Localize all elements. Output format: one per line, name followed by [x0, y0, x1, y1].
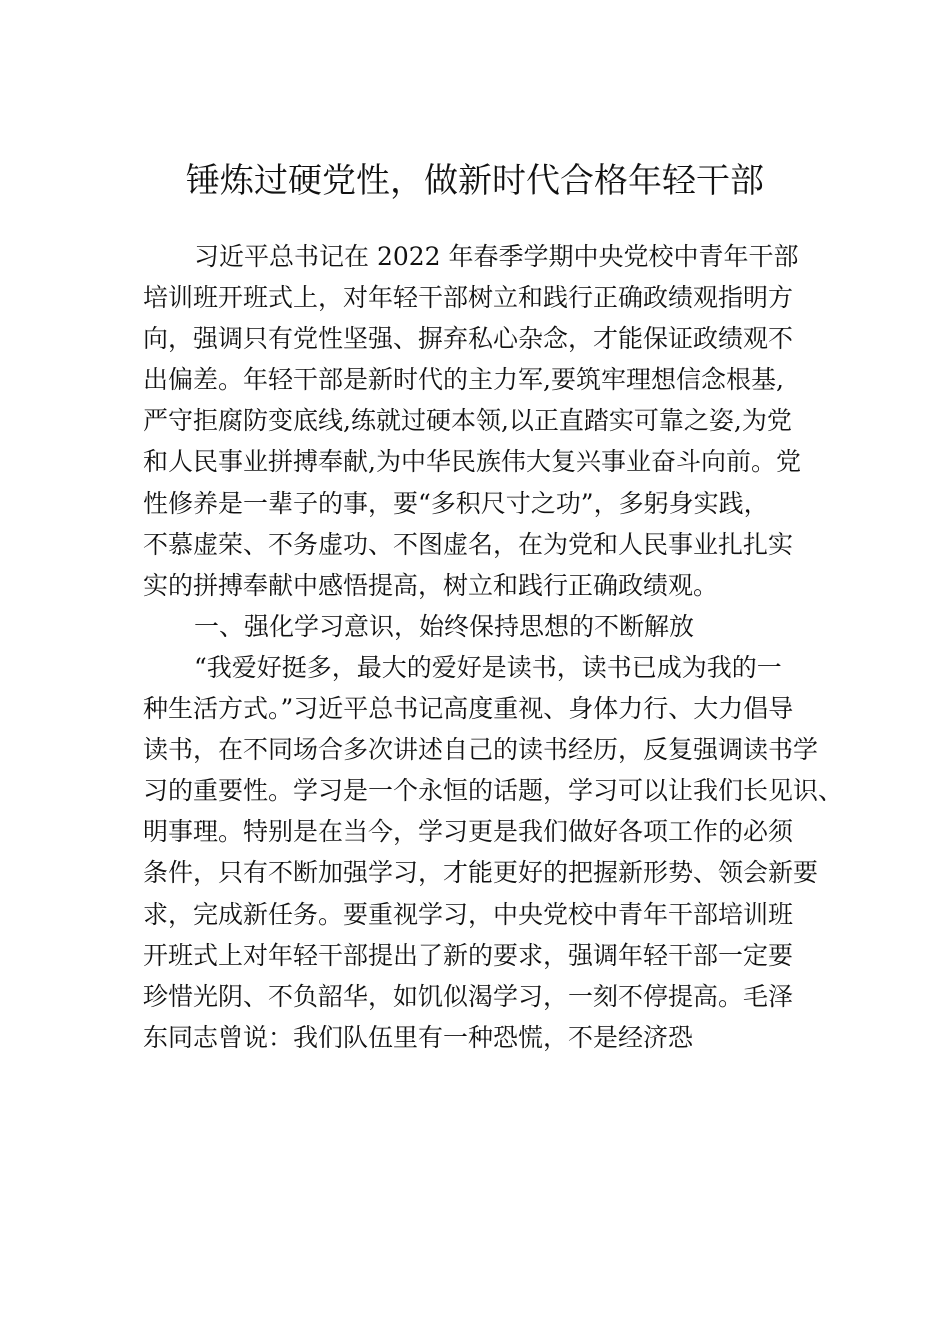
article-body — [143, 236, 843, 1058]
text-line: 性修养是一辈子的事，要“多积尺寸之功”，多躬身实践， — [143, 488, 769, 518]
text-line: 开班式上对年轻干部提出了新的要求，强调年轻干部一定要 — [143, 940, 794, 970]
text-line: “我爱好挺多，最大的爱好是读书，读书已成为我的一 — [194, 652, 782, 682]
text-line: 珍惜光阴、不负韶华，如饥似渴学习，一刻不停提高。毛泽 — [143, 981, 794, 1011]
text-line: 东同志曾说：我们队伍里有一种恐慌，不是经济恐 — [143, 1022, 694, 1052]
page-title: 锤炼过硬党性，做新时代合格年轻干部 — [186, 161, 764, 201]
text-line: 严守拒腐防变底线,练就过硬本领,以正直踏实可靠之姿,为党 — [143, 406, 792, 436]
text-line: 培训班开班式上，对年轻干部树立和践行正确政绩观指明方 — [143, 283, 794, 313]
text-line: 实的拼搏奉献中感悟提高，树立和践行正确政绩观。 — [143, 570, 719, 600]
text-line: 向，强调只有党性坚强、摒弃私心杂念，才能保证政绩观不 — [143, 324, 794, 354]
text-line: 条件，只有不断加强学习，才能更好的把握新形势、领会新要 — [143, 858, 819, 888]
text-line: 明事理。特别是在当今，学习更是我们做好各项工作的必须 — [143, 817, 794, 847]
text-line: 习近平总书记在 2022 年春季学期中央党校中青年干部 — [194, 242, 799, 271]
text-line: 求，完成新任务。要重视学习，中央党校中青年干部培训班 — [143, 899, 794, 929]
text-line: 和人民事业拼搏奉献,为中华民族伟大复兴事业奋斗向前。党 — [143, 447, 801, 477]
text-line: 出偏差。年轻干部是新时代的主力军,要筑牢理想信念根基, — [143, 365, 784, 395]
text-line: 习的重要性。学习是一个永恒的话题，学习可以让我们长见识、 — [143, 776, 844, 806]
text-line: 不慕虚荣、不务虚功、不图虚名，在为党和人民事业扎扎实 — [143, 529, 794, 559]
text-line: 一、强化学习意识，始终保持思想的不断解放 — [194, 611, 695, 641]
text-line: 读书，在不同场合多次讲述自己的读书经历，反复强调读书学 — [143, 735, 819, 765]
text-line: 种生活方式。”习近平总书记高度重视、身体力行、大力倡导 — [143, 694, 794, 724]
